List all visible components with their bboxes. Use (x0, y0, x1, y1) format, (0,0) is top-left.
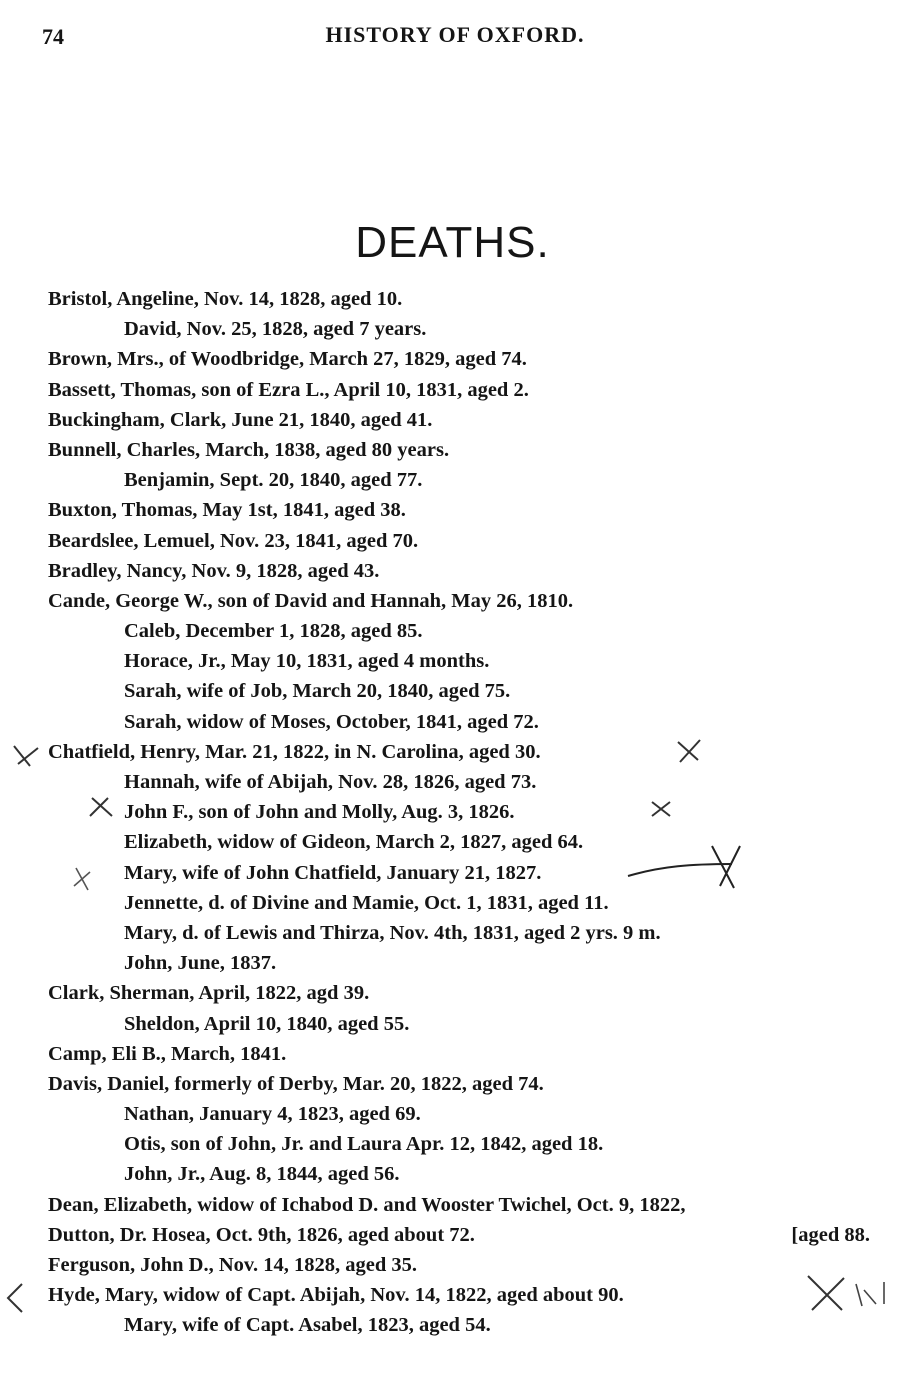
entry-line: Bradley, Nancy, Nov. 9, 1828, aged 43. (48, 559, 380, 582)
entry-line: Buxton, Thomas, May 1st, 1841, aged 38. (48, 499, 406, 522)
entry-line: John, June, 1837. (124, 952, 277, 975)
entry-text: Dutton, Dr. Hosea, Oct. 9th, 1826, aged about 72. (48, 1223, 475, 1246)
entry-line: Mary, d. of Lewis and Thirza, Nov. 4th, 1831, aged 2 yrs. 9 m. (124, 921, 661, 944)
entry-line: Camp, Eli B., March, 1841. (48, 1042, 287, 1065)
entry-line: Brown, Mrs., of Woodbridge, March 27, 1829, aged 74. (48, 348, 527, 371)
entry-line: Bassett, Thomas, son of Ezra L., April 10, 1831, aged 2. (48, 378, 529, 401)
entry-line: David, Nov. 25, 1828, aged 7 years. (124, 318, 427, 341)
entry-line: John, Jr., Aug. 8, 1844, aged 56. (124, 1163, 400, 1186)
entry-line: Jennette, d. of Divine and Mamie, Oct. 1, 1831, aged 11. (124, 891, 609, 914)
entry-line: Caleb, December 1, 1828, aged 85. (124, 620, 423, 643)
entry-line: Dean, Elizabeth, widow of Ichabod D. and Wooster Twichel, Oct. 9, 1822, (48, 1193, 686, 1216)
entry-line: Chatfield, Henry, Mar. 21, 1822, in N. Carolina, aged 30. (48, 740, 541, 763)
entry-line (0, 1220, 900, 1250)
entry-line: Hannah, wife of Abijah, Nov. 28, 1826, aged 73. (124, 771, 537, 793)
entry-line: John F., son of John and Molly, Aug. 3, 1826. (124, 801, 515, 824)
entry-line: Mary, wife of Capt. Asabel, 1823, aged 54. (124, 1314, 491, 1337)
entry-line: Bristol, Angeline, Nov. 14, 1828, aged 10. (48, 288, 403, 310)
entry-line: Benjamin, Sept. 20, 1840, aged 77. (124, 469, 423, 492)
entry-line: Cande, George W., son of David and Hannah, May 26, 1810. (48, 589, 574, 612)
entry-line: Elizabeth, widow of Gideon, March 2, 1827, aged 64. (124, 831, 584, 854)
entry-line: Hyde, Mary, widow of Capt. Abijah, Nov. 14, 1822, aged about 90. (48, 1284, 624, 1307)
entry-line: Bunnell, Charles, March, 1838, aged 80 years. (48, 438, 450, 461)
entry-line: Clark, Sherman, April, 1822, agd 39. (48, 982, 370, 1005)
entry-line: Otis, son of John, Jr. and Laura Apr. 12, 1842, aged 18. (124, 1133, 604, 1156)
running-head: HISTORY OF OXFORD. (325, 22, 585, 47)
entry-line: Mary, wife of John Chatfield, January 21, 1827. (124, 861, 542, 884)
margin-note: [aged 88. (791, 1223, 870, 1246)
entry-line: Beardslee, Lemuel, Nov. 23, 1841, aged 70. (48, 529, 419, 552)
entry-line: Buckingham, Clark, June 21, 1840, aged 41. (48, 408, 433, 431)
entry-line: Horace, Jr., May 10, 1831, aged 4 months. (124, 650, 490, 673)
entry-line: Nathan, January 4, 1823, aged 69. (124, 1103, 421, 1126)
entry-line: Sarah, widow of Moses, October, 1841, aged 72. (124, 710, 539, 733)
entry-line: Sheldon, April 10, 1840, aged 55. (124, 1012, 410, 1035)
entry-line: Sarah, wife of Job, March 20, 1840, aged 75. (124, 680, 511, 703)
section-title: DEATHS. (355, 218, 550, 267)
entry-line: Ferguson, John D., Nov. 14, 1828, aged 35. (48, 1254, 418, 1276)
deaths-list (0, 284, 900, 1341)
page-number: 74 (42, 24, 64, 49)
entry-line: Davis, Daniel, formerly of Derby, Mar. 20, 1822, aged 74. (48, 1072, 544, 1095)
